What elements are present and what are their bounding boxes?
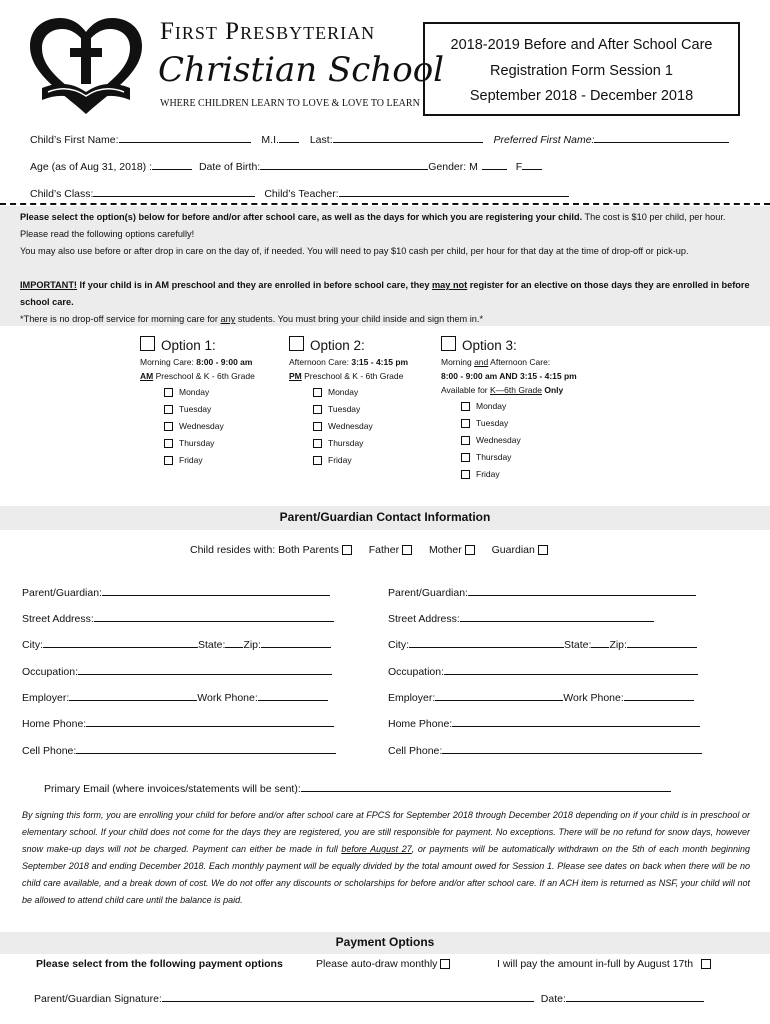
resides-label: Child resides with: Both Parents (190, 544, 339, 556)
may-not-label: may not (432, 280, 468, 290)
option-3-only: Only (541, 385, 564, 395)
class-label: Child’s Class: (30, 188, 94, 200)
option-3-wednesday-checkbox[interactable] (461, 436, 470, 445)
gender-f-field[interactable] (522, 158, 542, 170)
option-1-monday-checkbox[interactable] (164, 388, 173, 397)
last-name-field[interactable] (333, 131, 483, 143)
pay-in-full-option[interactable] (497, 958, 711, 970)
right-employer-label: Employer: (388, 692, 436, 704)
option-3-monday-checkbox[interactable] (461, 402, 470, 411)
signature-label: Parent/Guardian Signature: (34, 993, 162, 1005)
right-cell-phone-row (388, 742, 702, 757)
option-2-wednesday-checkbox[interactable] (313, 422, 322, 431)
left-city-label: City: (22, 639, 43, 651)
option-2-label: Option 2: (310, 338, 365, 353)
school-tagline: WHERE CHILDREN LEARN TO LOVE & LOVE TO LEARN (160, 98, 420, 109)
option-1 (140, 336, 255, 469)
option-2-monday[interactable] (313, 384, 408, 401)
option-2-title[interactable] (289, 336, 408, 353)
date-label: Date: (540, 993, 566, 1005)
father-checkbox[interactable] (402, 545, 412, 555)
left-state-field[interactable] (225, 636, 243, 648)
option-1-friday-checkbox[interactable] (164, 456, 173, 465)
right-street-field[interactable] (460, 610, 654, 622)
instructions-p1-rest: The cost is $10 per child, per hour. Please read the following options carefully! (20, 212, 726, 239)
option-1-friday-label: Friday (179, 455, 203, 465)
instructions-p1-bold: Please select the option(s) below for before and/or after school care, as well as the days for which you are registering your child. (20, 212, 583, 222)
option-3-title[interactable] (441, 336, 577, 353)
left-occupation-label: Occupation: (22, 666, 79, 678)
left-employer-row (22, 689, 328, 704)
right-city-field[interactable] (409, 636, 564, 648)
option-2-tuesday-label: Tuesday (328, 404, 361, 414)
age-label: Age (as of Aug 31, 2018) : (30, 161, 153, 173)
right-cell-phone-field[interactable] (442, 742, 702, 754)
agreement-text-a: By signing this form, you are enrolling your child for before and/or after school care at FPCS for September 2018 through December 2018 depending on if your child is in preschool or elementary school. If your child does not come for the days they are registered, you are still responsible for payment. No exceptions. There will be no refund for snow days, however snow make-up days will not be charged. Payment can either be made in full (22, 810, 750, 854)
preferred-name-label: Preferred First Name: (493, 134, 595, 146)
right-street-row (388, 610, 654, 625)
form-title-line2: Registration Form Session 1 (490, 63, 673, 79)
option-1-wednesday[interactable] (164, 418, 255, 435)
email-row (44, 780, 671, 795)
left-zip-field[interactable] (261, 636, 331, 648)
form-title-line1: 2018-2019 Before and After School Care (450, 37, 713, 53)
date-field[interactable] (566, 990, 704, 1002)
instructions-p1 (20, 209, 750, 243)
both-parents-checkbox[interactable] (342, 545, 352, 555)
contact-section-title: Parent/Guardian Contact Information (279, 510, 491, 524)
child-info-row2 (30, 158, 542, 173)
pay-in-full-checkbox[interactable] (701, 959, 711, 969)
right-home-phone-row (388, 715, 700, 730)
option-3-thursday[interactable] (461, 449, 577, 466)
option-3-available: Available for (441, 385, 490, 395)
dashed-divider (0, 203, 770, 205)
pay-in-full-label: I will pay the amount in-full by August 17th (497, 958, 694, 970)
option-2-friday[interactable] (313, 452, 408, 469)
instructions-p3-d: register for an elective on those days they are enrolled in before school care. (20, 280, 750, 307)
first-name-field[interactable] (119, 131, 251, 143)
option-1-thursday[interactable] (164, 435, 255, 452)
option-2-monday-checkbox[interactable] (313, 388, 322, 397)
option-2-tuesday-checkbox[interactable] (313, 405, 322, 414)
last-name-label: Last: (309, 134, 333, 146)
instructions-p3-b: If your child is in AM preschool and they are enrolled in before school care, they (77, 280, 432, 290)
option-2-thursday-checkbox[interactable] (313, 439, 322, 448)
left-street-field[interactable] (94, 610, 334, 622)
option-3-care-b: Afternoon Care: (488, 357, 551, 367)
right-parent-field[interactable] (468, 584, 696, 596)
right-street-label: Street Address: (388, 613, 460, 625)
mi-field[interactable] (279, 131, 299, 143)
option-1-care: Morning Care: (140, 357, 197, 367)
option-3-and: and (474, 357, 489, 367)
option-2-friday-checkbox[interactable] (313, 456, 322, 465)
left-parent-label: Parent/Guardian: (22, 587, 102, 599)
left-state-label: State: (198, 639, 226, 651)
option-1-friday[interactable] (164, 452, 255, 469)
left-employer-label: Employer: (22, 692, 70, 704)
left-home-phone-label: Home Phone: (22, 718, 87, 730)
auto-draw-label: Please auto-draw monthly (316, 958, 438, 970)
right-city-label: City: (388, 639, 409, 651)
option-1-label: Option 1: (161, 338, 216, 353)
option-2-time: 3:15 - 4:15 pm (351, 357, 409, 367)
right-zip-label: Zip: (609, 639, 627, 651)
guardian-checkbox[interactable] (538, 545, 548, 555)
form-title-box (423, 22, 740, 116)
option-1-tuesday-checkbox[interactable] (164, 405, 173, 414)
mother-label: Mother (429, 544, 462, 556)
option-3-monday[interactable] (461, 398, 577, 415)
option-3-wednesday-label: Wednesday (476, 435, 521, 445)
option-1-thursday-label: Thursday (179, 438, 215, 448)
father-label: Father (368, 544, 400, 556)
option-3 (441, 336, 577, 483)
option-3-monday-label: Monday (476, 401, 507, 411)
right-state-label: State: (564, 639, 592, 651)
option-1-am: AM (140, 371, 154, 381)
school-logo (22, 14, 150, 120)
gender-f-label: F (515, 161, 523, 173)
right-employer-field[interactable] (435, 689, 563, 701)
option-1-time: 8:00 - 9:00 am (196, 357, 253, 367)
option-2 (289, 336, 408, 469)
form-title-line3: September 2018 - December 2018 (469, 88, 694, 104)
option-3-thursday-label: Thursday (476, 452, 512, 462)
left-parent-field[interactable] (102, 584, 330, 596)
teacher-field[interactable] (339, 185, 569, 197)
right-zip-field[interactable] (627, 636, 697, 648)
option-3-tuesday-label: Tuesday (476, 418, 509, 428)
left-work-phone-field[interactable] (258, 689, 328, 701)
option-3-friday[interactable] (461, 466, 577, 483)
option-2-tuesday[interactable] (313, 401, 408, 418)
signature-row (34, 990, 704, 1005)
left-street-label: Street Address: (22, 613, 94, 625)
right-work-phone-label: Work Phone: (563, 692, 624, 704)
right-occupation-row (388, 663, 698, 678)
important-label: IMPORTANT! (20, 280, 77, 290)
child-info-row1 (30, 131, 729, 146)
mi-label: M.I. (261, 134, 279, 146)
option-3-label: Option 3: (462, 338, 517, 353)
preferred-name-field[interactable] (594, 131, 729, 143)
child-info-row3 (30, 185, 569, 200)
gender-m-field[interactable] (482, 158, 507, 170)
left-city-field[interactable] (43, 636, 198, 648)
guardian-label: Guardian (491, 544, 535, 556)
option-2-care: Afternoon Care: (289, 357, 352, 367)
option-2-friday-label: Friday (328, 455, 352, 465)
right-home-phone-label: Home Phone: (388, 718, 453, 730)
option-1-tuesday[interactable] (164, 401, 255, 418)
auto-draw-option[interactable] (316, 958, 450, 970)
option-3-wednesday[interactable] (461, 432, 577, 449)
payment-section-title: Payment Options (335, 935, 435, 949)
option-3-tuesday-checkbox[interactable] (461, 419, 470, 428)
left-work-phone-label: Work Phone: (197, 692, 258, 704)
option-3-time: 8:00 - 9:00 am AND 3:15 - 4:15 pm (441, 371, 577, 381)
option-3-grades: K—6th Grade (489, 385, 542, 395)
email-field[interactable] (301, 780, 671, 792)
left-home-phone-field[interactable] (86, 715, 334, 727)
option-3-checkbox[interactable] (441, 336, 456, 351)
right-home-phone-field[interactable] (452, 715, 700, 727)
left-home-phone-row (22, 715, 334, 730)
option-2-grades: Preschool & K - 6th Grade (301, 371, 404, 381)
right-occupation-label: Occupation: (388, 666, 445, 678)
option-3-tuesday[interactable] (461, 415, 577, 432)
option-3-care-a: Morning (441, 357, 475, 367)
resides-row (190, 544, 548, 556)
school-name-line2: Christian School (158, 50, 445, 90)
option-3-friday-label: Friday (476, 469, 500, 479)
option-2-checkbox[interactable] (289, 336, 304, 351)
right-parent-label: Parent/Guardian: (388, 587, 468, 599)
left-employer-field[interactable] (69, 689, 197, 701)
right-occupation-field[interactable] (444, 663, 698, 675)
email-label: Primary Email (where invoices/statements will be sent): (44, 783, 301, 795)
right-work-phone-field[interactable] (624, 689, 694, 701)
left-zip-label: Zip: (243, 639, 261, 651)
option-1-monday-label: Monday (179, 387, 210, 397)
left-cell-phone-field[interactable] (76, 742, 336, 754)
school-name-line1: First Presbyterian (160, 18, 376, 45)
instructions-p4-c: students. You must bring your child inside and sign them in.* (235, 314, 484, 324)
mother-checkbox[interactable] (465, 545, 475, 555)
instructions-p4-any: any (220, 314, 236, 324)
option-1-wednesday-label: Wednesday (179, 421, 224, 431)
first-name-label: Child’s First Name: (30, 134, 119, 146)
agreement-deadline: before August 27 (341, 844, 412, 854)
option-1-wednesday-checkbox[interactable] (164, 422, 173, 431)
right-city-row (388, 636, 697, 651)
left-city-row (22, 636, 331, 651)
option-2-pm: PM (289, 371, 302, 381)
left-occupation-row (22, 663, 332, 678)
option-1-tuesday-label: Tuesday (179, 404, 212, 414)
class-field[interactable] (93, 185, 255, 197)
payment-select-label: Please select from the following payment options (36, 958, 283, 970)
instructions-p4-a: *There is no drop-off service for morning care for (20, 314, 221, 324)
left-parent-row (22, 584, 330, 599)
option-1-thursday-checkbox[interactable] (164, 439, 173, 448)
instructions-p3 (20, 277, 750, 311)
option-1-title[interactable] (140, 336, 255, 353)
dob-field[interactable] (260, 158, 428, 170)
gender-m-label: Gender: M (428, 161, 478, 173)
right-employer-row (388, 689, 694, 704)
dob-label: Date of Birth: (198, 161, 261, 173)
right-cell-phone-label: Cell Phone: (388, 745, 443, 757)
agreement-text-b: , or payments will be automatically withdrawn on the 5th of each month beginning September 2018 and ending December 2018. Each monthly payment will be equally divided by the total amount owed for Session 1. Please see dates on back when there will be no child care available, and a break down of cost. We do not offer any discounts or scholarships for before and/or after school care. If an ACH item is returned as NSF, your child will not be allowed to attend child care until the balance is paid. (22, 844, 750, 905)
right-parent-row (388, 584, 696, 599)
right-state-field[interactable] (591, 636, 609, 648)
instructions-p2: You may also use before or after drop in care on the day of, if needed. You will need to pay $10 cash per child, per hour for that day at the time of drop-off or pick-up. (20, 246, 689, 256)
teacher-label: Child’s Teacher: (264, 188, 339, 200)
signature-field[interactable] (162, 990, 534, 1002)
agreement-text (22, 807, 750, 909)
left-cell-phone-row (22, 742, 336, 757)
option-1-monday[interactable] (164, 384, 255, 401)
option-2-monday-label: Monday (328, 387, 359, 397)
option-2-wednesday[interactable] (313, 418, 408, 435)
left-street-row (22, 610, 334, 625)
left-cell-phone-label: Cell Phone: (22, 745, 77, 757)
option-3-thursday-checkbox[interactable] (461, 453, 470, 462)
option-1-grades: Preschool & K - 6th Grade (153, 371, 255, 381)
age-field[interactable] (152, 158, 192, 170)
left-occupation-field[interactable] (78, 663, 332, 675)
option-2-thursday-label: Thursday (328, 438, 364, 448)
option-1-checkbox[interactable] (140, 336, 155, 351)
instructions-p4 (20, 311, 750, 328)
option-2-thursday[interactable] (313, 435, 408, 452)
option-3-friday-checkbox[interactable] (461, 470, 470, 479)
auto-draw-checkbox[interactable] (440, 959, 450, 969)
option-2-wednesday-label: Wednesday (328, 421, 373, 431)
